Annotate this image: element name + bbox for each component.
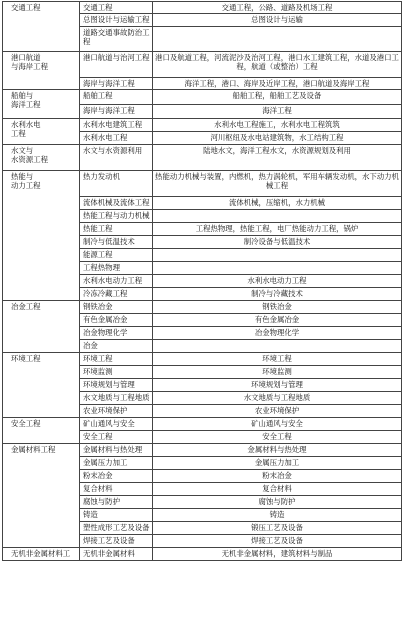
table-row [3, 352, 402, 365]
table-row [3, 118, 402, 131]
specialty-cell: 热力发动机 [80, 170, 153, 196]
category-cell: 无机非金属材料工 [3, 547, 80, 560]
former-specialty-cell: 制冷设备与低温技术 [153, 235, 402, 248]
table-row [3, 89, 402, 104]
former-specialty-cell: 腐蚀与防护 [153, 495, 402, 508]
former-specialty-cell [153, 248, 402, 261]
former-specialty-cell: 有色金属冶金 [153, 313, 402, 326]
specialty-cell: 水文地质与工程地质 [80, 391, 153, 404]
former-specialty-cell: 陆地水文，海洋工程水文，水资源规划及利用 [153, 144, 402, 170]
table-body [3, 2, 402, 561]
specialty-cell: 金属材料与热处理 [80, 443, 153, 456]
specialty-cell: 环境规划与管理 [80, 378, 153, 391]
specialty-cell: 钢铁冶金 [80, 300, 153, 313]
former-specialty-cell: 热能动力机械与装置，内燃机，热力涡轮机，军用车辆发动机，水下动力机械工程 [153, 170, 402, 196]
former-specialty-cell: 港口及航道工程，河流泥沙及治河工程，港口水工建筑工程，水道及港口工程，航道（或整治）工程 [153, 51, 402, 77]
specialty-cell: 环境监测 [80, 365, 153, 378]
specialty-cell: 海岸与海洋工程 [80, 77, 153, 89]
former-specialty-cell: 复合材料 [153, 482, 402, 495]
specialty-cell: 腐蚀与防护 [80, 495, 153, 508]
specialty-cell: 流体机械及流体工程 [80, 196, 153, 209]
specialty-cell: 矿山通风与安全 [80, 417, 153, 430]
former-specialty-cell: 水利水电工程施工，水利水电工程筑筑 [153, 118, 402, 131]
specialty-cell: 交通工程 [80, 2, 153, 14]
former-specialty-cell: 锻压工艺及设备 [153, 521, 402, 534]
former-specialty-cell: 海洋工程，港口、海岸及近岸工程，港口航道及海岸工程 [153, 77, 402, 89]
former-specialty-cell: 金属材料与热处理 [153, 443, 402, 456]
table-row [3, 443, 402, 456]
former-specialty-cell: 粉末冶金 [153, 469, 402, 482]
former-specialty-cell: 无机非金属材料，建筑材料与制品 [153, 547, 402, 560]
specialty-cell: 安全工程 [80, 430, 153, 443]
former-specialty-cell: 钢铁冶金 [153, 300, 402, 313]
table-row [3, 170, 402, 196]
former-specialty-cell: 矿山通风与安全 [153, 417, 402, 430]
former-specialty-cell [153, 209, 402, 222]
specialty-cell: 无机非金属材料 [80, 547, 153, 560]
category-cell: 港口航道 与海岸工程 [3, 51, 80, 89]
former-specialty-cell: 制冷与冷藏技术 [153, 287, 402, 300]
specialty-cell: 粉末冶金 [80, 469, 153, 482]
former-specialty-cell [153, 339, 402, 352]
table-row [3, 417, 402, 430]
former-specialty-cell: 船舶工程，船舶工艺及设备 [153, 89, 402, 104]
former-specialty-cell: 水利水电动力工程 [153, 274, 402, 287]
former-specialty-cell: 环境工程 [153, 352, 402, 365]
specialty-cell: 冶金 [80, 339, 153, 352]
table-row [3, 300, 402, 313]
former-specialty-cell: 安全工程 [153, 430, 402, 443]
table-row [3, 51, 402, 77]
category-cell: 水文与 水资源工程 [3, 144, 80, 170]
specialty-cell: 总图设计与运输工程 [80, 14, 153, 26]
specialty-cell: 船舶工程 [80, 89, 153, 104]
specialty-cell: 水文与水资源利用 [80, 144, 153, 170]
category-cell: 水利水电 工程 [3, 118, 80, 144]
specialty-cell: 海岸与海洋工程 [80, 104, 153, 118]
former-specialty-cell: 水文地质与工程地质 [153, 391, 402, 404]
former-specialty-cell: 铸造 [153, 508, 402, 521]
former-specialty-cell: 交通工程，公路、道路及机场工程 [153, 2, 402, 14]
former-specialty-cell: 农业环境保护 [153, 404, 402, 417]
former-specialty-cell: 环境监测 [153, 365, 402, 378]
specialty-cell: 水利水电工程 [80, 131, 153, 144]
specialty-cell: 复合材料 [80, 482, 153, 495]
former-specialty-cell: 焊接工艺及设备 [153, 534, 402, 547]
specialty-cell: 能源工程 [80, 248, 153, 261]
former-specialty-cell: 流体机械，压缩机，水力机械 [153, 196, 402, 209]
category-cell: 安全工程 [3, 417, 80, 443]
former-specialty-cell: 冶金物理化学 [153, 326, 402, 339]
specialty-cell: 道路交通事故防治工程 [80, 26, 153, 51]
specialty-cell: 冶金物理化学 [80, 326, 153, 339]
specialty-cell: 金属压力加工 [80, 456, 153, 469]
former-specialty-cell: 金属压力加工 [153, 456, 402, 469]
specialty-cell: 制冷与低温技术 [80, 235, 153, 248]
former-specialty-cell: 工程热物理，热能工程，电厂热能动力工程，锅炉 [153, 222, 402, 235]
category-cell: 热能与 动力工程 [3, 170, 80, 300]
table-row [3, 547, 402, 560]
specialty-cell: 热能工程与动力机械 [80, 209, 153, 222]
specialty-cell: 焊接工艺及设备 [80, 534, 153, 547]
category-cell: 环境工程 [3, 352, 80, 417]
category-cell: 金属材料工程 [3, 443, 80, 547]
former-specialty-cell: 海洋工程 [153, 104, 402, 118]
specialty-cell: 环境工程 [80, 352, 153, 365]
table-row [3, 144, 402, 170]
specialty-cell: 冷冻冷藏工程 [80, 287, 153, 300]
specialty-cell: 水利水电动力工程 [80, 274, 153, 287]
specialty-cell: 热能工程 [80, 222, 153, 235]
category-cell: 交通工程 [3, 2, 80, 52]
former-specialty-cell: 河川枢纽及水电站建筑物，水工结构工程 [153, 131, 402, 144]
specialty-cell: 铸造 [80, 508, 153, 521]
specialty-cell: 农业环境保护 [80, 404, 153, 417]
specialty-cell: 港口航道与治河工程 [80, 51, 153, 77]
former-specialty-cell [153, 26, 402, 51]
table-row [3, 2, 402, 14]
major-catalog-table [2, 1, 402, 561]
specialty-cell: 塑性成形工艺及设备 [80, 521, 153, 534]
former-specialty-cell: 环境规划与管理 [153, 378, 402, 391]
category-cell: 冶金工程 [3, 300, 80, 352]
former-specialty-cell [153, 261, 402, 274]
specialty-cell: 有色金属冶金 [80, 313, 153, 326]
category-cell: 船舶与 海洋工程 [3, 89, 80, 118]
specialty-cell: 工程热物理 [80, 261, 153, 274]
former-specialty-cell: 总图设计与运输 [153, 14, 402, 26]
specialty-cell: 水利水电建筑工程 [80, 118, 153, 131]
